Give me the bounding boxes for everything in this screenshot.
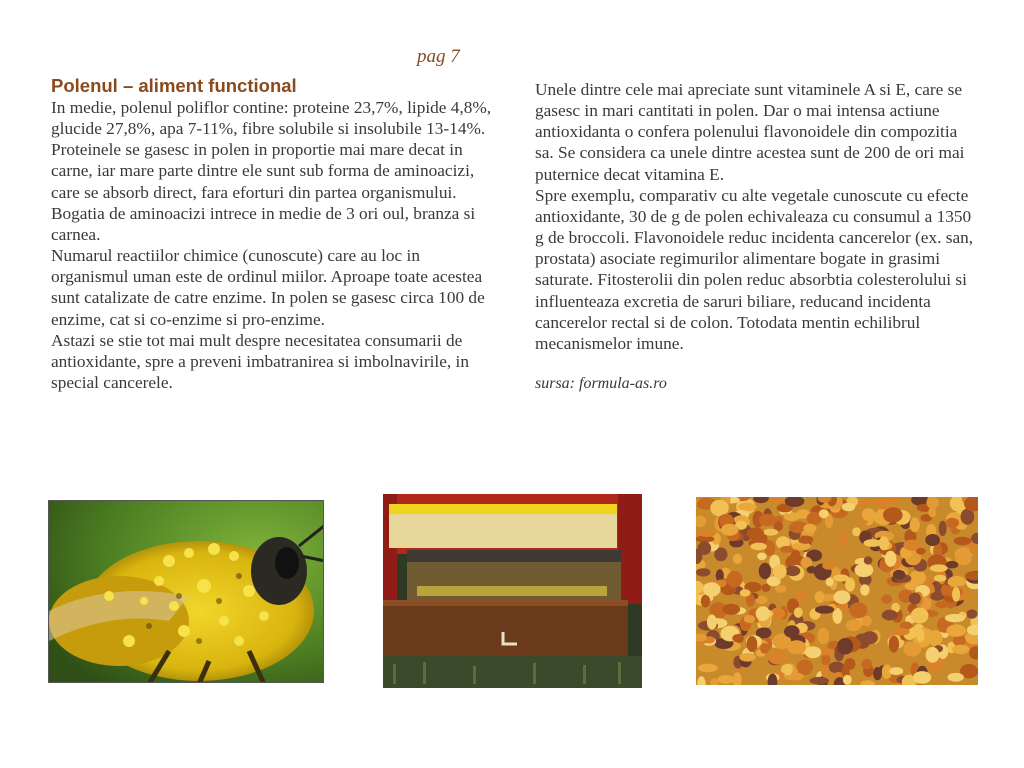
pollen-granule [784,625,800,638]
pollen-granule [698,541,711,555]
pollen-granule [846,620,862,632]
pollen-granule [904,540,921,551]
pollen-granule [882,610,898,621]
pollen-granule [883,507,903,523]
pollen-granule [817,628,829,644]
paragraph-antioxidants: Astazi se stie tot mai mult despre necesitatea consumarii de antioxidante, spre a preveni imbatranirea si imbolnavirile, in special cancerele. [51,330,469,393]
pollen-granule [913,671,931,684]
pollen-granule [834,590,851,604]
pollen-granule [858,498,873,506]
pollen-granule [934,575,947,582]
pollen-granule [815,591,825,603]
pollen-granule [780,546,793,553]
pollen-granule [911,608,929,624]
pollen-granule [805,646,821,658]
pollen-granule [763,529,778,536]
pollen-granule [864,539,882,547]
pollen-granule [862,508,875,521]
pollen-granule [707,615,717,630]
pollen-granule [926,647,940,663]
pollen-granule [756,606,770,621]
pollen-granule [881,595,892,604]
source-credit: sursa: formula-as.ro [535,375,667,393]
paragraph-flavonoids: Spre exemplu, comparativ cu alte vegetale cunoscute cu efecte antioxidante, 30 de g de polen echivaleaza cu consumul a 1350 g de broccoli. Flavonoidele reduc incidenta cancerelor (ex. san, prostata) asociate regimurilor alimentare bogate in grasimi saturate. Fitosterolii din polen reduc absorbtia colesterolului si influenteaza excretia de saruri biliare, reducand incidenta cancerelor rectal si de colon. Totodata mentin echilibrul mecanismelor imune. [535,185,974,353]
pollen-granule [747,528,764,540]
pollen-granule [864,556,873,564]
bee-image [49,501,324,683]
pollen-granule [722,604,740,615]
pollen-granule [948,673,964,682]
paragraph-vitamins: Unele dintre cele mai apreciate sunt vitaminele A si E, care se gasesc in mari cantitati in polen. Dar o mai intensa actiune antioxidanta o confera polenului flavonoidele din compozitia sa. Se considera ca unele dintre acestea sunt de 200 de ori mai puternice decat vitamina E. [535,80,965,184]
pollen-granule [925,534,940,546]
pollen-granule [966,609,977,618]
pollen-granule [952,645,969,655]
pollen-granule [928,507,936,517]
pollen-granule [760,643,770,654]
paragraph-enzymes: Numarul reactiilor chimice (cunoscute) care au loc in organismul uman este de ordinul miilor. Aproape toate acestea sunt catalizate de catre enzime. In polen se gasesc circa 100 de enzime, cat si co-enzime si pro-enzime. [51,246,485,329]
pollen-granule [833,574,849,581]
pollen-granule [894,628,909,635]
pollen-granule [775,585,787,593]
pollen-granule [849,602,867,618]
pollen-granule [941,584,950,596]
pollen-granule [855,563,874,577]
bee-pollen-photo [48,500,324,683]
pollen-granule [739,653,755,662]
article-left-column [51,75,495,393]
pollen-granule [797,660,813,676]
pollen-granule [768,651,786,665]
pollen-granule [821,665,830,678]
pollen-granule [842,503,856,512]
pollen-granule [821,654,830,666]
pollen-granule [946,561,959,569]
pollen-granule [903,642,921,657]
pollen-granule [930,564,948,572]
pollen-granule [698,530,716,537]
pollen-granule [733,554,742,564]
pollen-granule [747,636,758,652]
pollen-granule [862,616,871,626]
pollen-granule [795,591,806,603]
pollen-granule [744,615,755,623]
pollen-granule [783,664,793,675]
pollen-granule [759,563,771,579]
pollen-granule [718,675,735,684]
pollen-granule [703,582,721,596]
pollen-granule [935,601,950,608]
pollen-granule [826,578,834,587]
pollen-granule [861,659,872,669]
pollen-granule [819,509,829,518]
pollen-granule [794,607,803,617]
pollen-granule [738,503,757,511]
paragraph-composition: In medie, polenul poliflor contine: proteine 23,7%, lipide 4,8%, glucide 27,8%, apa 7-11%, fibre solubile si insolubile 13-14%. [51,98,492,139]
pollen-granule [893,570,906,580]
pollen-granule [910,517,920,532]
pollen-granule [876,499,893,510]
pollen-granule [732,634,742,642]
pollen-granule [909,593,921,605]
pollen-granules-image [696,497,978,685]
pollen-granule [885,551,897,567]
pollen-granule [721,524,739,536]
article-right-column [535,79,975,394]
pollen-granule [815,606,834,614]
pollen-granule [787,640,806,654]
pollen-granule [822,562,835,570]
pollen-granule [803,524,816,533]
pollen-granule [773,564,787,579]
pollen-granule [889,636,899,653]
page-number: pag 7 [417,46,460,67]
paragraph-proteins: Proteinele se gasesc in polen in proportie mai mare decat in carne, iar mare parte dintre ele sunt sub forma de aminoacizi, care se absorb direct, fara eforturi din partea organismului. Bogatia de aminoacizi intrece in medie de 3 ori oul, branza si carnea. [51,140,476,244]
pollen-granule [954,537,972,546]
pollen-granule [837,638,853,655]
pollen-granule [740,589,751,596]
pollen-granule [784,512,800,521]
pollen-granule [852,527,861,536]
pollen-granule [698,664,718,673]
article-title: Polenul – aliment functional [51,75,297,96]
pollen-granule [798,536,813,544]
pollen-granule [701,595,710,608]
pollen-granule [838,531,847,547]
pollen-trap-image [383,494,642,688]
pollen-granule [843,675,852,685]
pollen-granule [759,514,776,527]
pollen-granule [945,518,959,528]
pollen-granule [948,576,966,587]
pollen-trap-photo [383,494,642,688]
pollen-granule [727,571,743,588]
pollen-granule [889,667,903,675]
pollen-granule [757,553,767,561]
pollen-granule [873,667,882,680]
pollen-granule [807,566,817,573]
pollen-granule [945,614,965,622]
pollen-granules-photo [696,497,978,685]
pollen-granule [860,584,869,595]
pollen-granule [809,677,829,684]
pollen-granule [862,631,878,644]
pollen-granule [952,587,960,602]
pollen-granule [750,543,767,551]
pollen-granule [696,568,710,576]
pollen-granule [946,624,966,636]
